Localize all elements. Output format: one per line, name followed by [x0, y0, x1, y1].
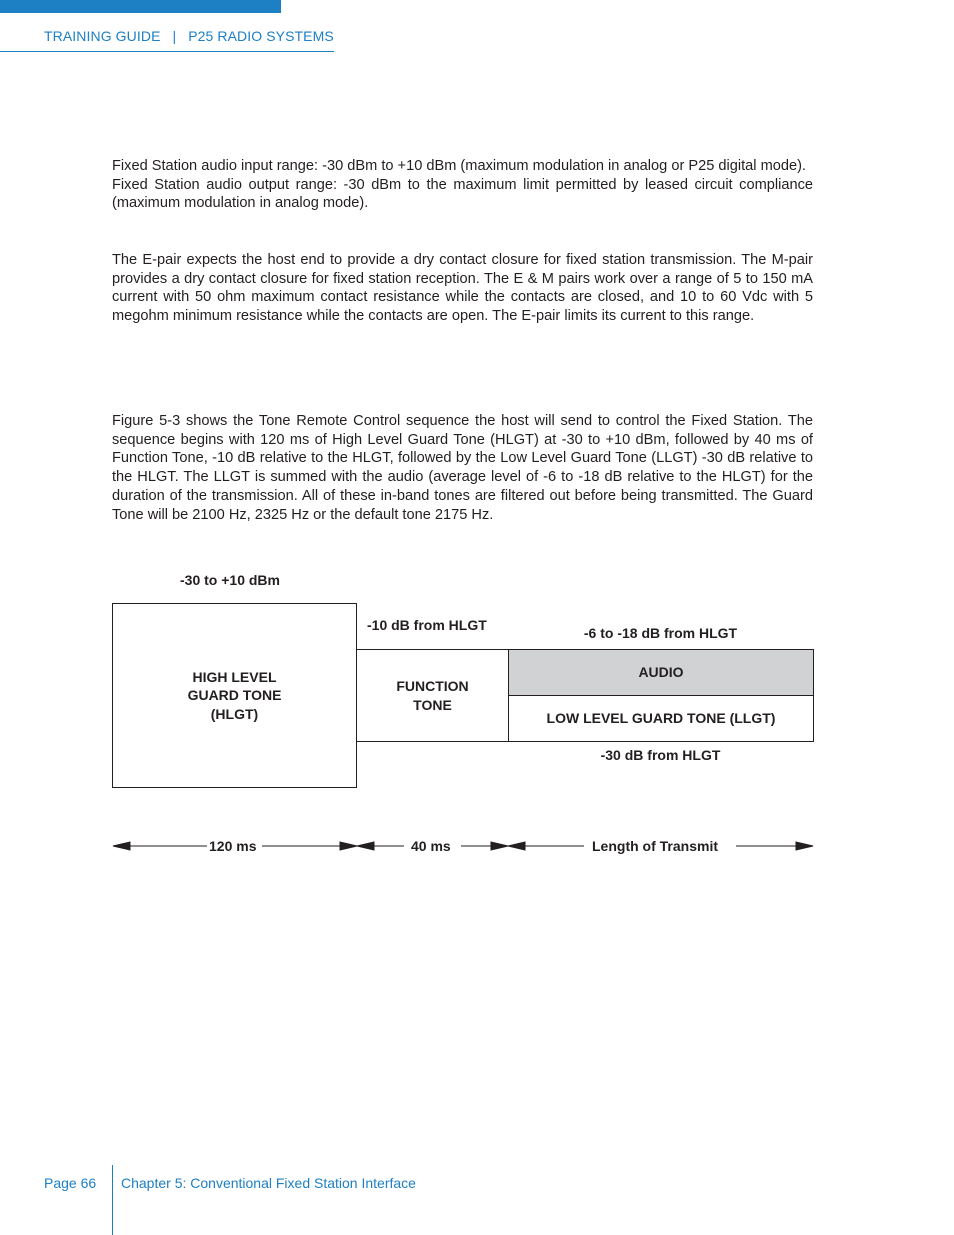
audio-range-paragraph	[112, 157, 813, 213]
audio-level-label: -6 to -18 dB from HLGT	[583, 625, 738, 641]
function-level-label: -10 dB from HLGT	[367, 617, 487, 633]
function-tone-label	[356, 649, 509, 742]
audio-input-range-text: Fixed Station audio input range: -30 dBm to +10 dBm (maximum modulation in analog or P25 digital mode).	[112, 158, 806, 174]
hlgt-box-line2: GUARD TONE	[187, 687, 282, 704]
hlgt-level-label: -30 to +10 dBm	[180, 572, 280, 588]
llgt-box: LOW LEVEL GUARD TONE (LLGT)	[546, 710, 776, 727]
arrowhead-left-transmit	[508, 842, 525, 850]
function-box-line2: TONE	[413, 696, 452, 713]
hlgt-box-label	[112, 603, 357, 788]
footer-rule	[112, 1165, 113, 1235]
duration-transmit-label: Length of Transmit	[592, 838, 718, 854]
duration-arrows	[0, 830, 954, 862]
audio-box: AUDIO	[509, 650, 813, 696]
e-m-pair-paragraph: The E-pair expects the host end to provide a dry contact closure for fixed station transmission. The M-pair provides a dry contact closure for fixed station reception. The E & M pairs work over a range of 5 to 150 mA current with 50 ohm maximum contact resistance while the contacts are closed, and 10 to 60 Vdc with 5 megohm minimum resistance while the contacts are open. The E-pair limits its current to this range.	[112, 252, 813, 325]
arrowhead-left-120	[113, 842, 130, 850]
page-number: Page 66	[44, 1175, 97, 1191]
tone-sequence-paragraph: Figure 5-3 shows the Tone Remote Control sequence the host will send to control the Fixed Station. The sequence begins with 120 ms of High Level Guard Tone (HLGT) at -30 to +10 dBm, followed by 40 ms of Function Tone, -10 dB relative to the HLGT, followed by the Low Level Guard Tone (LLGT) -30 dB relative to the HLGT. The LLGT is summed with the audio (average level of -6 to -18 dB relative to the HLGT) for the duration of the transmission. All of these in-band tones are filtered out before being transmitted. The Guard Tone will be 2100 Hz, 2325 Hz or the default tone 2175 Hz.	[112, 413, 813, 523]
chapter-title: Chapter 5: Conventional Fixed Station Interface	[121, 1175, 416, 1191]
function-box-line1: FUNCTION	[396, 678, 469, 694]
audio-output-range-text: Fixed Station audio output range: -30 dBm to the maximum limit permitted by leased circuit compliance (maximum modulation in analog mode).	[112, 176, 813, 212]
arrowhead-right-120	[340, 842, 357, 850]
hlgt-box-line3: (HLGT)	[210, 705, 259, 722]
duration-hlgt-label: 120 ms	[209, 838, 257, 854]
header-accent-bar	[0, 0, 281, 13]
running-header: TRAINING GUIDE | P25 RADIO SYSTEMS	[44, 28, 334, 44]
llgt-level-label: -30 dB from HLGT	[600, 747, 721, 763]
arrowhead-right-transmit	[796, 842, 813, 850]
arrowhead-right-40	[491, 842, 508, 850]
duration-function-label: 40 ms	[411, 838, 451, 854]
hlgt-box-line1: HIGH LEVEL	[192, 668, 277, 685]
header-rule	[0, 51, 334, 52]
arrowhead-left-40	[357, 842, 374, 850]
